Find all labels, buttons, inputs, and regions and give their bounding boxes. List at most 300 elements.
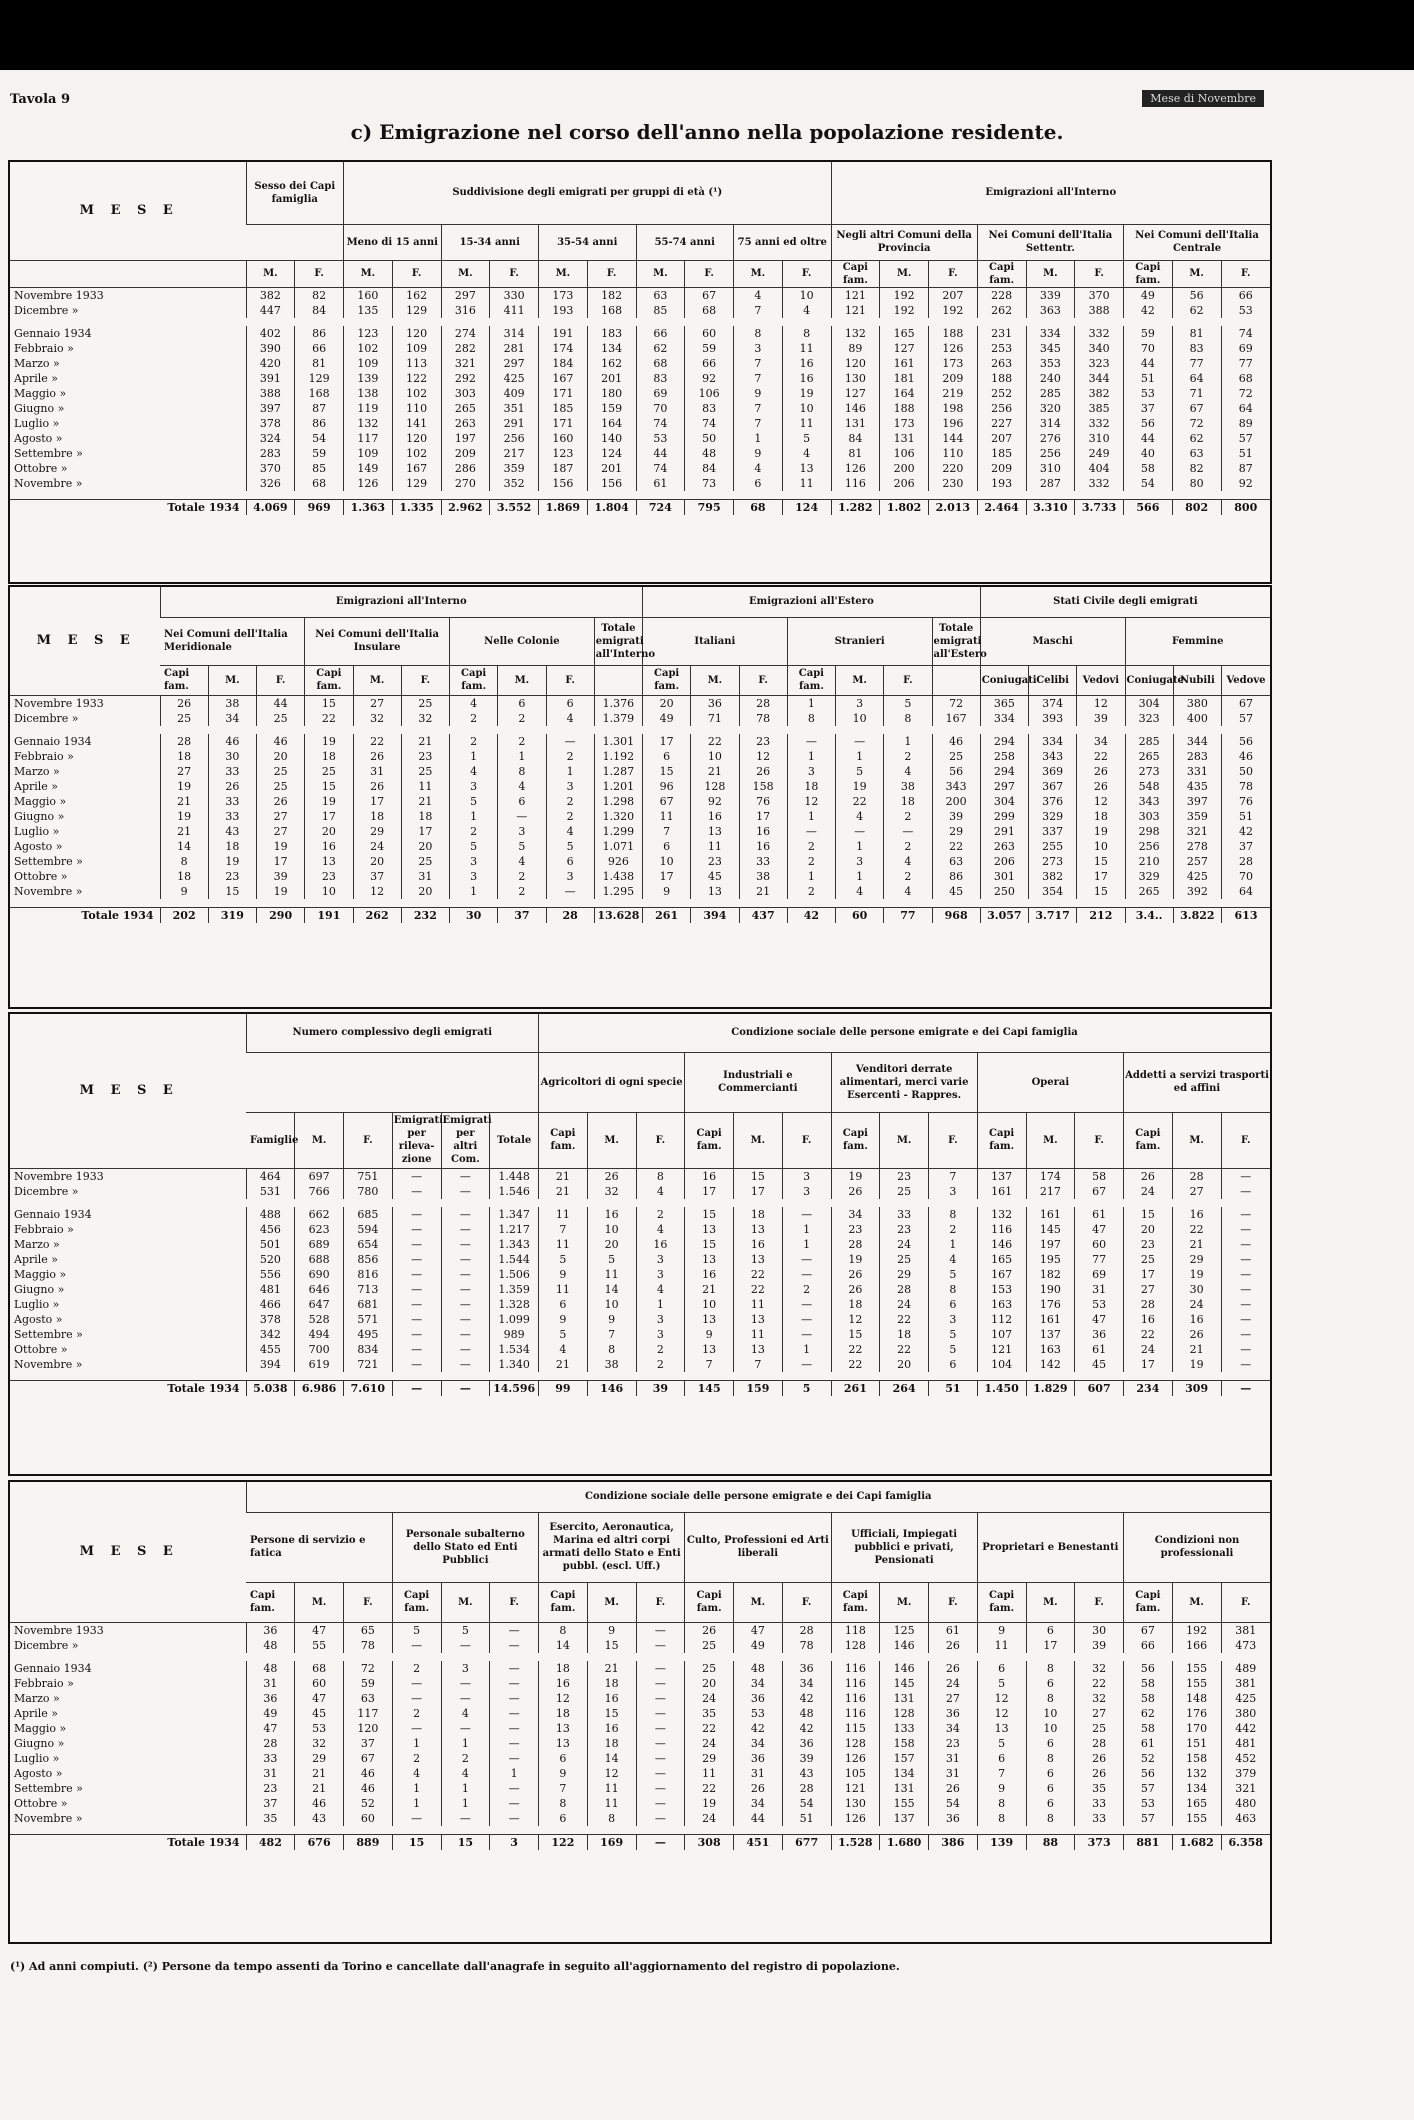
value-cell: 343 — [1029, 749, 1077, 764]
value-cell: 62 — [636, 341, 685, 356]
value-cell: 73 — [685, 476, 734, 491]
value-cell: 104 — [977, 1357, 1026, 1372]
value-cell: 173 — [880, 416, 929, 431]
value-cell: 385 — [1075, 401, 1124, 416]
col-label: Nubili — [1173, 665, 1221, 695]
total-cell: 13.628 — [594, 907, 642, 923]
value-cell: 187 — [539, 461, 588, 476]
table-row — [10, 1342, 1270, 1357]
value-cell: 21 — [587, 1661, 636, 1676]
value-cell: 2 — [392, 1661, 441, 1676]
value-cell: 107 — [977, 1327, 1026, 1342]
subheader: Persone di servizio e fatica — [246, 1512, 392, 1582]
value-cell: 321 — [1221, 1781, 1270, 1796]
value-cell: 129 — [295, 371, 344, 386]
value-cell: 388 — [246, 386, 295, 401]
value-cell: 16 — [587, 1721, 636, 1736]
value-cell: 19 — [831, 1168, 880, 1184]
value-cell: — — [392, 1282, 441, 1297]
value-cell: 353 — [1026, 356, 1075, 371]
value-cell: 34 — [929, 1721, 978, 1736]
total-cell: 2.962 — [441, 499, 490, 515]
col-label: M. — [1172, 1112, 1221, 1168]
value-cell: 16 — [739, 839, 787, 854]
value-cell: 11 — [539, 1207, 588, 1222]
value-cell: 352 — [490, 476, 539, 491]
table-row — [10, 695, 1270, 711]
total-cell: 1.829 — [1026, 1380, 1075, 1396]
value-cell: 57 — [1222, 711, 1271, 726]
col-label: F. — [344, 1582, 393, 1622]
value-cell: 167 — [932, 711, 980, 726]
value-cell: 11 — [691, 839, 739, 854]
value-cell: 128 — [880, 1706, 929, 1721]
value-cell: 188 — [977, 371, 1026, 386]
value-cell: 548 — [1125, 779, 1173, 794]
value-cell: 8 — [977, 1811, 1026, 1826]
value-cell: 12 — [739, 749, 787, 764]
value-cell: 18 — [831, 1297, 880, 1312]
value-cell: — — [1221, 1327, 1270, 1342]
value-cell: 13 — [734, 1342, 783, 1357]
value-cell: — — [441, 1721, 490, 1736]
value-cell: 17 — [305, 809, 353, 824]
value-cell: 1 — [636, 1297, 685, 1312]
col-label: F. — [1075, 1112, 1124, 1168]
value-cell: — — [636, 1811, 685, 1826]
total-cell: 800 — [1221, 499, 1270, 515]
value-cell: 751 — [344, 1168, 393, 1184]
value-cell: 13 — [539, 1721, 588, 1736]
value-cell: 144 — [929, 431, 978, 446]
value-cell: 1 — [441, 1781, 490, 1796]
value-cell: 201 — [587, 371, 636, 386]
value-cell: 11 — [643, 809, 691, 824]
value-cell: 193 — [539, 303, 588, 318]
col-label: Celibi — [1029, 665, 1077, 695]
month-cell: Marzo » — [14, 1691, 60, 1705]
value-cell: 6 — [977, 1661, 1026, 1676]
total-cell: 386 — [929, 1834, 978, 1850]
value-cell: 49 — [734, 1638, 783, 1653]
total-label: Totale 1934 — [10, 907, 160, 923]
value-cell: 282 — [441, 341, 490, 356]
value-cell: 32 — [587, 1184, 636, 1199]
value-cell: 128 — [831, 1736, 880, 1751]
value-cell: 33 — [208, 764, 256, 779]
value-cell: 188 — [880, 401, 929, 416]
col-label: M. — [587, 1112, 636, 1168]
value-cell: 780 — [344, 1184, 393, 1199]
value-cell: 26 — [831, 1184, 880, 1199]
value-cell: 39 — [932, 809, 980, 824]
value-cell: 25 — [685, 1638, 734, 1653]
value-cell: 7 — [734, 1357, 783, 1372]
value-cell: 77 — [1221, 356, 1270, 371]
value-cell: 165 — [1172, 1796, 1221, 1811]
value-cell: 44 — [1124, 431, 1173, 446]
total-cell: 15 — [441, 1834, 490, 1850]
value-cell: 123 — [539, 446, 588, 461]
value-cell: 6 — [643, 749, 691, 764]
value-cell: 28 — [1172, 1168, 1221, 1184]
value-cell: 34 — [782, 1676, 831, 1691]
value-cell: 26 — [831, 1282, 880, 1297]
value-cell: 2 — [441, 1751, 490, 1766]
value-cell: 116 — [831, 1706, 880, 1721]
value-cell: 137 — [977, 1168, 1026, 1184]
value-cell: 6 — [1026, 1622, 1075, 1638]
value-cell: 25 — [1075, 1721, 1124, 1736]
total-cell: — — [441, 1380, 490, 1396]
value-cell: 297 — [980, 779, 1028, 794]
value-cell: 8 — [539, 1796, 588, 1811]
value-cell: 316 — [441, 303, 490, 318]
value-cell: — — [1221, 1237, 1270, 1252]
value-cell: 116 — [831, 476, 880, 491]
value-cell: 25 — [932, 749, 980, 764]
value-cell: 62 — [1172, 303, 1221, 318]
total-cell: 795 — [685, 499, 734, 515]
value-cell: 501 — [246, 1237, 295, 1252]
col-label: Capi fam. — [246, 1582, 295, 1622]
value-cell: 15 — [1077, 884, 1125, 899]
value-cell: 182 — [1026, 1267, 1075, 1282]
value-cell: 8 — [1026, 1691, 1075, 1706]
value-cell: 4 — [636, 1222, 685, 1237]
value-cell: 130 — [831, 1796, 880, 1811]
total-cell: 6.358 — [1221, 1834, 1270, 1850]
total-cell: 290 — [257, 907, 305, 923]
value-cell: 87 — [295, 401, 344, 416]
value-cell: 19 — [305, 794, 353, 809]
value-cell: 343 — [932, 779, 980, 794]
value-cell: 33 — [1075, 1811, 1124, 1826]
value-cell: — — [1221, 1312, 1270, 1327]
value-cell: 25 — [685, 1661, 734, 1676]
value-cell: 119 — [344, 401, 393, 416]
value-cell: 2 — [450, 824, 498, 839]
value-cell: 53 — [734, 1706, 783, 1721]
value-cell: 3 — [929, 1312, 978, 1327]
col-label: Capi fam. — [160, 665, 208, 695]
value-cell: 106 — [880, 446, 929, 461]
value-cell: 299 — [980, 809, 1028, 824]
total-cell: 234 — [1124, 1380, 1173, 1396]
value-cell: 20 — [1124, 1222, 1173, 1237]
value-cell: 7 — [643, 824, 691, 839]
value-cell: 3 — [636, 1312, 685, 1327]
value-cell: 343 — [1125, 794, 1173, 809]
value-cell: 480 — [1221, 1796, 1270, 1811]
value-cell: 2 — [884, 809, 932, 824]
value-cell: 112 — [977, 1312, 1026, 1327]
value-cell: 2 — [787, 839, 835, 854]
value-cell: 8 — [1026, 1661, 1075, 1676]
value-cell: 44 — [734, 1811, 783, 1826]
value-cell: 6 — [734, 476, 783, 491]
value-cell: 2 — [636, 1207, 685, 1222]
total-cell: 3.733 — [1075, 499, 1124, 515]
value-cell: 5 — [929, 1327, 978, 1342]
value-cell: 303 — [1125, 809, 1173, 824]
value-cell: — — [441, 1327, 490, 1342]
value-cell: 18 — [401, 809, 449, 824]
table-row — [10, 1312, 1270, 1327]
month-cell: Aprile » — [14, 1252, 59, 1266]
value-cell: 390 — [246, 341, 295, 356]
value-cell: 31 — [246, 1676, 295, 1691]
month-cell: Gennaio 1934 — [14, 1661, 92, 1675]
value-cell: 28 — [831, 1237, 880, 1252]
value-cell: 127 — [831, 386, 880, 401]
value-cell: 157 — [880, 1751, 929, 1766]
value-cell: 36 — [929, 1706, 978, 1721]
value-cell: 10 — [1026, 1721, 1075, 1736]
value-cell: — — [392, 1811, 441, 1826]
value-cell: — — [392, 1676, 441, 1691]
value-cell: 26 — [353, 749, 401, 764]
value-cell: 206 — [980, 854, 1028, 869]
value-cell: 342 — [246, 1327, 295, 1342]
col-label: M. — [295, 1112, 344, 1168]
value-cell: 6 — [1026, 1736, 1075, 1751]
col-label: F. — [636, 1582, 685, 1622]
value-cell: — — [441, 1297, 490, 1312]
total-cell: — — [392, 1380, 441, 1396]
value-cell: 6 — [1026, 1781, 1075, 1796]
value-cell: 121 — [831, 1781, 880, 1796]
table-emigration — [8, 585, 1272, 1009]
value-cell: — — [490, 1706, 539, 1721]
value-cell: 18 — [880, 1327, 929, 1342]
value-cell: 834 — [344, 1342, 393, 1357]
month-cell: Maggio » — [14, 794, 67, 808]
value-cell: 3 — [636, 1252, 685, 1267]
value-cell: 129 — [392, 303, 441, 318]
value-cell: 109 — [344, 446, 393, 461]
total-cell: 969 — [295, 499, 344, 515]
table-row — [10, 734, 1270, 749]
value-cell: 8 — [929, 1207, 978, 1222]
value-cell: 18 — [587, 1736, 636, 1751]
value-cell: 494 — [295, 1327, 344, 1342]
value-cell: 689 — [295, 1237, 344, 1252]
value-cell: 619 — [295, 1357, 344, 1372]
value-cell: 4 — [441, 1706, 490, 1721]
value-cell: 70 — [1124, 341, 1173, 356]
value-cell: 43 — [782, 1766, 831, 1781]
subheader: Agricoltori di ogni specie — [539, 1052, 685, 1112]
value-cell: 165 — [880, 326, 929, 341]
value-cell: 256 — [1026, 446, 1075, 461]
value-cell: 46 — [344, 1766, 393, 1781]
table-row — [10, 1751, 1270, 1766]
table-row — [10, 461, 1270, 476]
value-cell: 594 — [344, 1222, 393, 1237]
value-cell: 4 — [392, 1766, 441, 1781]
total-cell: 261 — [643, 907, 691, 923]
col-label: M. — [208, 665, 256, 695]
value-cell: 207 — [929, 287, 978, 303]
value-cell: 29 — [295, 1751, 344, 1766]
group-estero: Emigrazioni all'Estero — [643, 587, 981, 617]
value-cell: 21 — [1172, 1237, 1221, 1252]
col-label: M. — [880, 1112, 929, 1168]
col-label: Capi fam. — [831, 1582, 880, 1622]
value-cell: 713 — [344, 1282, 393, 1297]
value-cell: 662 — [295, 1207, 344, 1222]
value-cell: 23 — [739, 734, 787, 749]
value-cell: 161 — [1026, 1312, 1075, 1327]
total-cell: 88 — [1026, 1834, 1075, 1850]
value-cell: 447 — [246, 303, 295, 318]
value-cell: 206 — [880, 476, 929, 491]
month-cell: Aprile » — [14, 371, 59, 385]
value-cell: 22 — [831, 1342, 880, 1357]
value-cell: 68 — [1221, 371, 1270, 386]
value-cell: 56 — [1124, 416, 1173, 431]
value-cell: 4 — [884, 854, 932, 869]
total-cell: 968 — [932, 907, 980, 923]
value-cell: 22 — [1172, 1222, 1221, 1237]
subheader: Nei Comuni dell'Italia Settentr. — [977, 224, 1123, 260]
value-cell: 22 — [1077, 749, 1125, 764]
value-cell: 131 — [880, 431, 929, 446]
total-cell: 1.282 — [831, 499, 880, 515]
value-cell: 31 — [1075, 1282, 1124, 1297]
col-label: M. — [441, 260, 490, 287]
col-label: F. — [546, 665, 594, 695]
value-cell: 354 — [1029, 884, 1077, 899]
value-cell: 71 — [1172, 386, 1221, 401]
value-cell: 24 — [880, 1297, 929, 1312]
value-cell: 15 — [587, 1706, 636, 1721]
value-cell: 69 — [636, 386, 685, 401]
value-cell: — — [636, 1721, 685, 1736]
value-cell: 53 — [295, 1721, 344, 1736]
value-cell: 116 — [831, 1691, 880, 1706]
subheader: Industriali e Commercianti — [685, 1052, 831, 1112]
month-cell: Novembre 1933 — [14, 288, 104, 302]
value-cell: 15 — [643, 764, 691, 779]
total-cell: 77 — [884, 907, 932, 923]
value-cell: 9 — [734, 446, 783, 461]
value-cell: 1.534 — [490, 1342, 539, 1357]
value-cell: 71 — [691, 711, 739, 726]
value-cell: 1 — [929, 1237, 978, 1252]
total-cell: 1.450 — [977, 1380, 1026, 1396]
value-cell: 155 — [1172, 1661, 1221, 1676]
value-cell: 400 — [1173, 711, 1221, 726]
total-cell: 1.335 — [392, 499, 441, 515]
total-cell: 39 — [636, 1380, 685, 1396]
value-cell: 21 — [401, 794, 449, 809]
value-cell: 4 — [636, 1282, 685, 1297]
value-cell: 74 — [1221, 326, 1270, 341]
value-cell: 310 — [1026, 461, 1075, 476]
value-cell: 4 — [636, 1184, 685, 1199]
value-cell: 10 — [305, 884, 353, 899]
value-cell: 37 — [344, 1736, 393, 1751]
value-cell: 59 — [685, 341, 734, 356]
value-cell: 26 — [929, 1781, 978, 1796]
value-cell: 141 — [392, 416, 441, 431]
value-cell: — — [782, 1252, 831, 1267]
value-cell: 6 — [539, 1297, 588, 1312]
value-cell: — — [1221, 1222, 1270, 1237]
value-cell: 11 — [539, 1237, 588, 1252]
value-cell: 81 — [1172, 326, 1221, 341]
value-cell: 363 — [1026, 303, 1075, 318]
value-cell: 32 — [401, 711, 449, 726]
value-cell: 1 — [450, 809, 498, 824]
value-cell: 28 — [880, 1282, 929, 1297]
value-cell: 3 — [929, 1184, 978, 1199]
month-cell: Settembre » — [14, 1781, 83, 1795]
value-cell: 1.299 — [594, 824, 642, 839]
value-cell: 81 — [831, 446, 880, 461]
value-cell: — — [836, 824, 884, 839]
value-cell: 1 — [782, 1237, 831, 1252]
table-row — [10, 1327, 1270, 1342]
subheader: Totale emigrati all'Estero — [932, 617, 980, 665]
value-cell: 1 — [441, 1736, 490, 1751]
value-cell: 5 — [450, 839, 498, 854]
table-total-emigrants — [8, 1012, 1272, 1476]
value-cell: 8 — [539, 1622, 588, 1638]
value-cell: 42 — [782, 1721, 831, 1736]
value-cell: 209 — [441, 446, 490, 461]
value-cell: 72 — [932, 695, 980, 711]
value-cell: 9 — [539, 1766, 588, 1781]
table-row — [10, 884, 1270, 899]
total-cell: 261 — [831, 1380, 880, 1396]
col-label: Capi fam. — [831, 1112, 880, 1168]
value-cell: 1.201 — [594, 779, 642, 794]
value-cell: 21 — [295, 1781, 344, 1796]
col-label — [594, 665, 642, 695]
value-cell: 455 — [246, 1342, 295, 1357]
value-cell: 34 — [734, 1796, 783, 1811]
value-cell: 4 — [450, 695, 498, 711]
value-cell: — — [490, 1811, 539, 1826]
col-label: Capi fam. — [977, 1112, 1026, 1168]
value-cell: 81 — [295, 356, 344, 371]
value-cell: 20 — [353, 854, 401, 869]
value-cell: — — [392, 1327, 441, 1342]
value-cell: — — [392, 1297, 441, 1312]
value-cell: — — [392, 1638, 441, 1653]
value-cell: 78 — [344, 1638, 393, 1653]
value-cell: 382 — [246, 287, 295, 303]
col-label: Coniugate — [1125, 665, 1173, 695]
value-cell: 102 — [392, 386, 441, 401]
month-cell: Febbraio » — [14, 341, 74, 355]
col-label: M. — [734, 260, 783, 287]
value-cell: 61 — [1124, 1736, 1173, 1751]
table-row — [10, 1811, 1270, 1826]
value-cell: 7 — [587, 1327, 636, 1342]
value-cell: 190 — [1026, 1282, 1075, 1297]
value-cell: 158 — [880, 1736, 929, 1751]
value-cell: — — [1221, 1297, 1270, 1312]
value-cell: 40 — [1124, 446, 1173, 461]
value-cell: 23 — [691, 854, 739, 869]
col-label: Emigrati per altri Com. — [441, 1112, 490, 1168]
month-cell: Febbraio » — [14, 749, 74, 763]
value-cell: 1 — [450, 749, 498, 764]
